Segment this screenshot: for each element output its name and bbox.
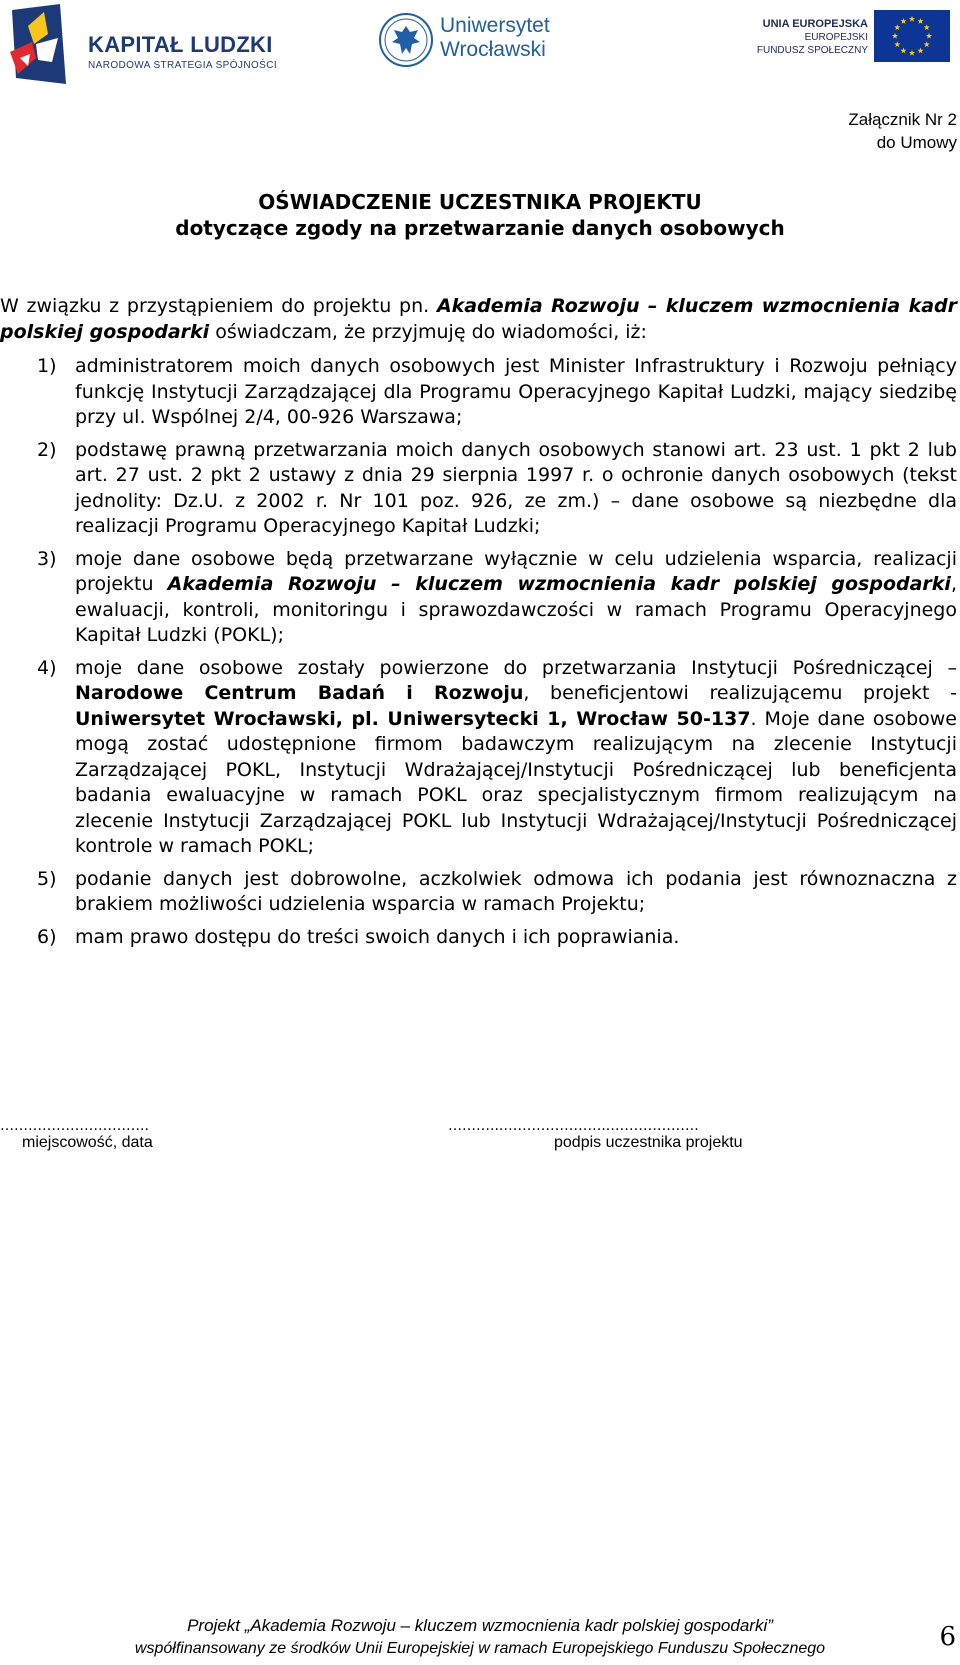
eu-name: UNIA EUROPEJSKA: [762, 18, 868, 30]
intro-project-name: Akademia Rozwoju – kluczem wzmocnienia kadr polskiej gospodarki: [0, 295, 957, 343]
annex-contract: do Umowy: [876, 133, 957, 152]
place-date-dots: …………………………..: [0, 1118, 149, 1134]
list-item-text: mam prawo dostępu do treści swoich danych i ich poprawiania.: [75, 925, 680, 948]
kapital-ludzki-title: KAPITAŁ LUDZKI: [88, 32, 273, 57]
list-item-text: podanie danych jest dobrowolne, aczkolwiek odmowa ich podania jest równoznaczna z brakiem możliwości udzielenia wsparcia w ramach Projektu;: [75, 867, 957, 915]
efs-name-line1: EUROPEJSKI: [804, 32, 868, 43]
document-body: [0, 294, 957, 957]
kapital-ludzki-subtitle: NARODOWA STRATEGIA SPÓJNOŚCI: [88, 60, 278, 71]
intro-text-end: oświadczam, że przyjmuję do wiadomości, iż:: [209, 320, 647, 343]
kapital-ludzki-emblem-icon: [8, 4, 78, 88]
list-item-beneficiary: Uniwersytet Wrocławski, pl. Uniwersytecki 1, Wrocław 50-137: [75, 707, 751, 730]
list-item: [0, 656, 957, 860]
uniwersytet-wroclawski-logo: [378, 10, 578, 70]
list-item-project-name: Akademia Rozwoju – kluczem wzmocnienia kadr polskiej gospodarki: [167, 573, 951, 595]
list-item: [0, 354, 957, 431]
efs-name-line2: FUNDUSZ SPOŁECZNY: [756, 45, 868, 56]
annex-reference: [848, 108, 957, 154]
declaration-list: [0, 354, 957, 950]
footer-project-line: Projekt „Akademia Rozwoju – kluczem wzmocnienia kadr polskiej gospodarki”: [187, 1616, 773, 1635]
list-item: [0, 925, 957, 951]
list-item-text: moje dane osobowe będą przetwarzane wyłącznie w celu udzielenia wsparcia, realizacji projektu: [75, 547, 957, 595]
footer-funding-line: współfinansowany ze środków Unii Europejskiej w ramach Europejskiego Funduszu Społecznego: [134, 1640, 826, 1657]
place-date-label: miejscowość, data: [22, 1134, 153, 1151]
signature-label: podpis uczestnika projektu: [554, 1134, 743, 1151]
list-item: [0, 867, 957, 918]
list-item-text-cont: , beneficjentowi realizującemu projekt -: [523, 682, 957, 704]
list-item-text-end: . Moje dane osobowe mogą zostać udostępnione firmom badawczym realizującym na zlecenie Instytucji Zarządzającej POKL, Instytucji Wdrażającej/Instytucji Pośredniczącej lub beneficjenta badania ewaluacyjne w ramach POKL oraz specjalistycznym firmom realizującym na zlecenie Instytucji Zarządzającej POKL lub Instytucji Wdrażającej/Instytucji Pośredniczącej kontrole w ramach POKL;: [75, 707, 957, 857]
signature-field: [448, 1118, 743, 1152]
annex-number: Załącznik Nr 2: [848, 110, 957, 129]
university-eagle-seal-icon: [378, 12, 434, 68]
signature-dots: ………...…………………..……………….: [448, 1118, 699, 1134]
document-title-line1: OŚWIADCZENIE UCZESTNIKA PROJEKTU: [258, 190, 702, 214]
eu-efs-text: [757, 18, 868, 57]
intro-paragraph: [0, 294, 957, 345]
eu-efs-logo: [730, 10, 950, 70]
eu-flag-icon: [874, 10, 950, 62]
kapital-ludzki-logo: [8, 4, 278, 88]
list-item: [0, 438, 957, 540]
list-item-number: 5): [37, 867, 57, 890]
list-item-text: administratorem moich danych osobowych jest Minister Infrastruktury i Rozwoju pełniący funkcję Instytucji Zarządzającej dla Programu Operacyjnego Kapitał Ludzki, mający siedzibę przy ul. Wspólnej 2/4, 00-926 Warszawa;: [75, 355, 957, 428]
list-item-number: 1): [37, 355, 57, 377]
list-item-number: 4): [37, 656, 57, 679]
university-name: [440, 14, 550, 62]
list-item-text: moje dane osobowe zostały powierzone do przetwarzania Instytucji Pośredniczącej –: [75, 656, 957, 679]
list-item-text-cont: , ewaluacji, kontroli, monitoringu i sprawozdawczości w ramach Programu Operacyjnego Kapitał Ludzki (POKL);: [75, 573, 957, 646]
list-item-text: podstawę prawną przetwarzania moich danych osobowych stanowi art. 23 ust. 1 pkt 2 lub art. 27 ust. 2 pkt 2 ustawy z dnia 29 sierpnia 1997 r. o ochronie danych osobowych (tekst jednolity: Dz.U. z 2002 r. Nr 101 poz. 926, ze zm.) – dane osobowe są niezbędne dla realizacji Programu Operacyjnego Kapitał Ludzki;: [75, 438, 957, 537]
page-number: 6: [939, 1622, 956, 1652]
page-header: [0, 0, 960, 95]
list-item-number: 6): [37, 925, 57, 948]
university-name-line1: Uniwersytet: [440, 14, 550, 37]
university-name-line2: Wrocławski: [440, 38, 546, 61]
document-title: [0, 189, 960, 241]
intro-text-start: W związku z przystąpieniem do projektu pn.: [0, 295, 437, 317]
page-footer: [0, 1614, 960, 1660]
list-item-institution: Narodowe Centrum Badań i Rozwoju: [75, 682, 524, 704]
place-date-field: [0, 1118, 153, 1152]
list-item-number: 3): [37, 547, 57, 570]
document-title-line2: dotyczące zgody na przetwarzanie danych osobowych: [175, 216, 785, 240]
list-item-number: 2): [37, 438, 57, 461]
list-item: [0, 547, 957, 649]
